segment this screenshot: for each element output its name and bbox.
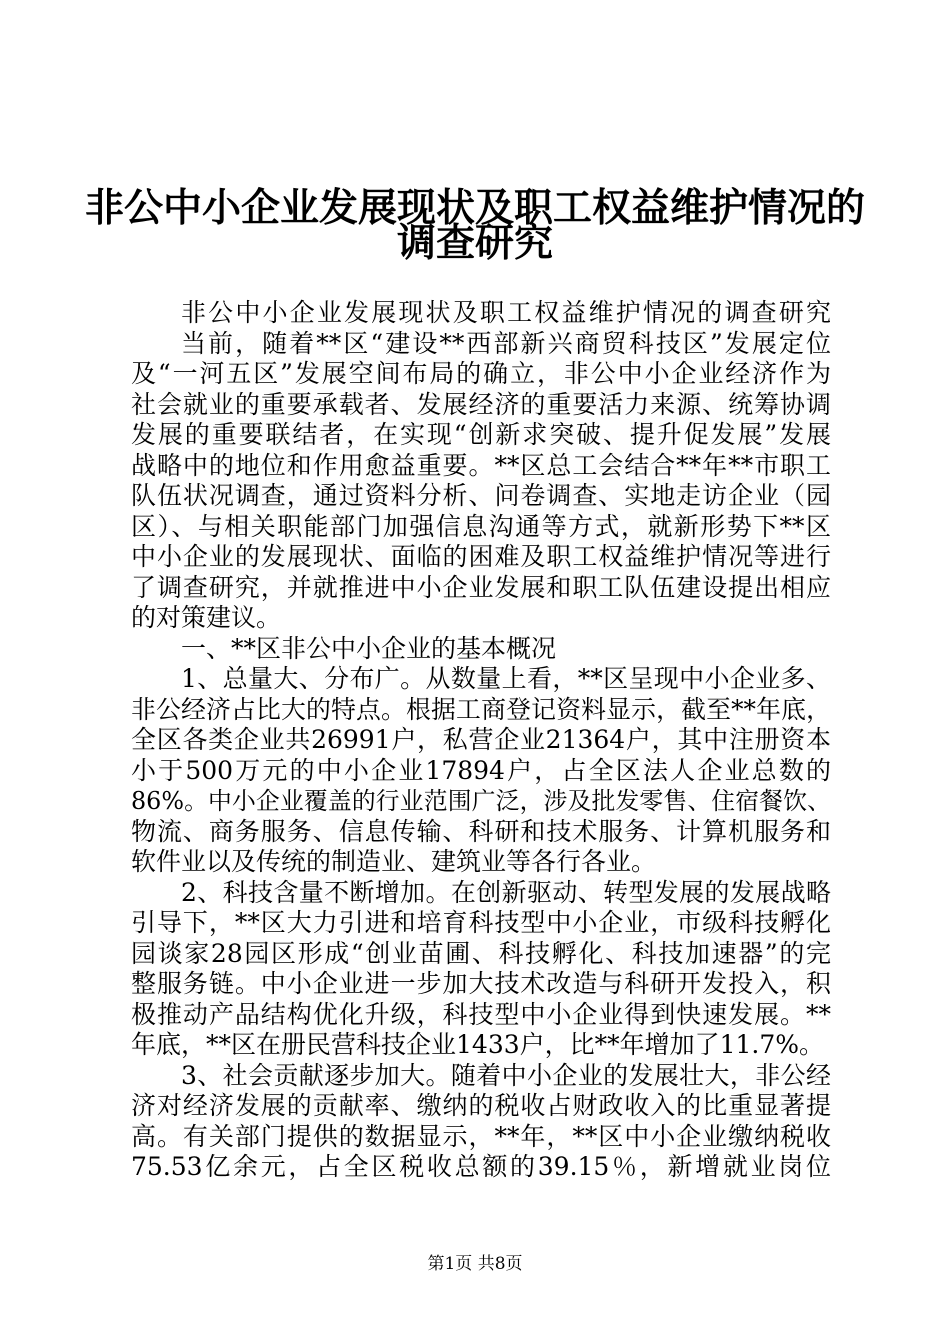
body-line: 了调查研究，并就推进中小企业发展和职工队伍建设提出相应 (131, 572, 831, 602)
body-line: 区）、与相关职能部门加强信息沟通等方式，就新形势下**区 (131, 511, 831, 541)
body-line: 整服务链。中小企业进一步加大技术改造与科研开发投入，积 (131, 969, 831, 998)
body-line: 物流、商务服务、信息传输、科研和技术服务、计算机服务和 (131, 816, 831, 846)
body-line: 战略中的地位和作用愈益重要。**区总工会结合**年**市职工 (131, 450, 831, 480)
section-heading: 一、**区非公中小企业的基本概况 (181, 633, 557, 663)
body-line: 1、总量大、分布广。从数量上看，**区呈现中小企业多、 (181, 664, 831, 693)
body-line: 中小企业的发展现状、面临的困难及职工权益维护情况等进行 (131, 542, 831, 571)
body-line: 园谈家28园区形成“创业苗圃、科技孵化、科技加速器”的完 (131, 938, 831, 968)
body-line: 队伍状况调查，通过资料分析、问卷调查、实地走访企业（园 (131, 481, 831, 510)
document-body (131, 298, 831, 1183)
body-line: 社会就业的重要承载者、发展经济的重要活力来源、统筹协调 (131, 389, 831, 419)
body-line: 的对策建议。 (131, 603, 282, 632)
page-number-footer: 第1页 共8页 (427, 1254, 523, 1274)
body-line: 及“一河五区”发展空间布局的确立，非公中小企业经济作为 (131, 359, 831, 388)
body-line: 极推动产品结构优化升级，科技型中小企业得到快速发展。** (131, 999, 831, 1029)
body-line: 当前，随着**区“建设**西部新兴商贸科技区”发展定位 (181, 328, 831, 358)
body-line: 全区各类企业共26991户，私营企业21364户，其中注册资本 (131, 725, 831, 754)
body-line: 高。有关部门提供的数据显示，**年，**区中小企业缴纳税收 (131, 1121, 831, 1151)
body-line-subtitle: 非公中小企业发展现状及职工权益维护情况的调查研究 (181, 298, 831, 327)
body-line: 2、科技含量不断增加。在创新驱动、转型发展的发展战略 (181, 877, 831, 907)
body-line: 软件业以及传统的制造业、建筑业等各行各业。 (131, 847, 657, 876)
body-line: 济对经济发展的贡献率、缴纳的税收占财政收入的比重显著提 (131, 1091, 831, 1120)
body-line: 小于500万元的中小企业17894户，占全区法人企业总数的 (131, 755, 831, 785)
body-line: 75.53亿余元，占全区税收总额的39.15％，新增就业岗位 (131, 1152, 831, 1181)
body-line: 发展的重要联结者，在实现“创新求突破、提升促发展”发展 (131, 420, 831, 449)
document-title-line-2: 调查研究 (396, 221, 553, 266)
body-line: 非公经济占比大的特点。根据工商登记资料显示，截至**年底， (131, 694, 831, 724)
body-line: 3、社会贡献逐步加大。随着中小企业的发展壮大，非公经 (181, 1060, 831, 1090)
body-line: 引导下，**区大力引进和培育科技型中小企业，市级科技孵化 (131, 908, 831, 937)
body-line: 年底，**区在册民营科技企业1433户，比**年增加了11.7%。 (131, 1030, 825, 1059)
body-line: 86%。中小企业覆盖的行业范围广泛，涉及批发零售、住宿餐饮、 (131, 787, 831, 815)
document-title-line-1: 非公中小企业发展现状及职工权益维护情况的 (84, 186, 865, 231)
